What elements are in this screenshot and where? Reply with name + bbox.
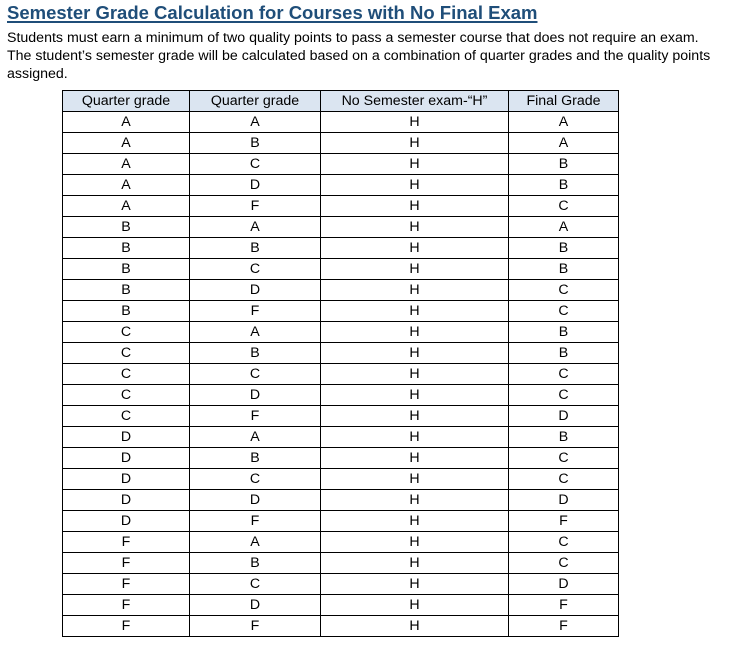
cell-quarter-grade-2: B <box>190 238 321 259</box>
cell-final-grade: A <box>509 133 619 154</box>
cell-semester-exam: H <box>321 301 509 322</box>
cell-semester-exam: H <box>321 427 509 448</box>
table-header-row <box>63 91 619 112</box>
cell-final-grade: C <box>509 469 619 490</box>
cell-final-grade: C <box>509 532 619 553</box>
cell-quarter-grade-2: F <box>190 301 321 322</box>
table-row <box>63 217 619 238</box>
cell-final-grade: C <box>509 553 619 574</box>
page-title: Semester Grade Calculation for Courses with No Final Exam <box>7 2 538 23</box>
cell-quarter-grade-1: C <box>63 385 190 406</box>
cell-quarter-grade-2: C <box>190 259 321 280</box>
cell-quarter-grade-2: F <box>190 511 321 532</box>
cell-quarter-grade-2: B <box>190 133 321 154</box>
table-row <box>63 259 619 280</box>
cell-semester-exam: H <box>321 511 509 532</box>
cell-quarter-grade-1: A <box>63 196 190 217</box>
cell-quarter-grade-2: F <box>190 616 321 637</box>
cell-quarter-grade-1: D <box>63 490 190 511</box>
cell-quarter-grade-1: A <box>63 112 190 133</box>
cell-quarter-grade-1: F <box>63 553 190 574</box>
header-no-semester-exam: No Semester exam-“H” <box>321 91 509 112</box>
cell-semester-exam: H <box>321 175 509 196</box>
intro-paragraph: Students must earn a minimum of two quality points to pass a semester course that does not require an exam. The student’s semester grade will be calculated based on a combination of quarter grades and the quality points assigned. <box>7 30 711 82</box>
table-row <box>63 595 619 616</box>
cell-quarter-grade-1: B <box>63 259 190 280</box>
cell-semester-exam: H <box>321 238 509 259</box>
table-row <box>63 154 619 175</box>
table-row <box>63 574 619 595</box>
cell-quarter-grade-1: F <box>63 574 190 595</box>
cell-quarter-grade-2: D <box>190 175 321 196</box>
cell-quarter-grade-2: C <box>190 574 321 595</box>
cell-final-grade: F <box>509 616 619 637</box>
table-row <box>63 364 619 385</box>
cell-final-grade: D <box>509 490 619 511</box>
cell-quarter-grade-1: D <box>63 511 190 532</box>
cell-final-grade: B <box>509 259 619 280</box>
table-body <box>63 112 619 637</box>
cell-semester-exam: H <box>321 469 509 490</box>
cell-semester-exam: H <box>321 448 509 469</box>
table-row <box>63 238 619 259</box>
cell-quarter-grade-1: C <box>63 364 190 385</box>
cell-semester-exam: H <box>321 322 509 343</box>
table-row <box>63 385 619 406</box>
cell-quarter-grade-1: F <box>63 595 190 616</box>
cell-quarter-grade-2: C <box>190 154 321 175</box>
cell-final-grade: A <box>509 217 619 238</box>
header-quarter-grade-1: Quarter grade <box>63 91 190 112</box>
cell-quarter-grade-2: F <box>190 406 321 427</box>
cell-quarter-grade-2: D <box>190 490 321 511</box>
cell-semester-exam: H <box>321 574 509 595</box>
table-row <box>63 469 619 490</box>
table-row <box>63 406 619 427</box>
table-row <box>63 343 619 364</box>
table-row <box>63 301 619 322</box>
cell-semester-exam: H <box>321 364 509 385</box>
cell-quarter-grade-2: A <box>190 427 321 448</box>
cell-final-grade: C <box>509 448 619 469</box>
cell-final-grade: F <box>509 511 619 532</box>
table-row <box>63 196 619 217</box>
cell-final-grade: B <box>509 154 619 175</box>
cell-quarter-grade-1: B <box>63 217 190 238</box>
table-row <box>63 280 619 301</box>
cell-quarter-grade-1: B <box>63 238 190 259</box>
header-final-grade: Final Grade <box>509 91 619 112</box>
cell-quarter-grade-2: B <box>190 553 321 574</box>
cell-final-grade: B <box>509 427 619 448</box>
cell-final-grade: B <box>509 343 619 364</box>
cell-quarter-grade-1: D <box>63 469 190 490</box>
cell-quarter-grade-1: B <box>63 280 190 301</box>
cell-quarter-grade-1: D <box>63 427 190 448</box>
cell-quarter-grade-1: D <box>63 448 190 469</box>
cell-final-grade: C <box>509 385 619 406</box>
table-row <box>63 490 619 511</box>
cell-final-grade: C <box>509 196 619 217</box>
cell-final-grade: B <box>509 238 619 259</box>
cell-quarter-grade-2: A <box>190 217 321 238</box>
header-quarter-grade-2: Quarter grade <box>190 91 321 112</box>
cell-final-grade: C <box>509 280 619 301</box>
cell-quarter-grade-2: D <box>190 385 321 406</box>
table-row <box>63 553 619 574</box>
cell-semester-exam: H <box>321 553 509 574</box>
cell-semester-exam: H <box>321 532 509 553</box>
cell-quarter-grade-2: F <box>190 196 321 217</box>
cell-final-grade: C <box>509 301 619 322</box>
cell-quarter-grade-2: D <box>190 280 321 301</box>
cell-quarter-grade-2: B <box>190 343 321 364</box>
cell-quarter-grade-2: D <box>190 595 321 616</box>
grade-table <box>62 90 619 637</box>
cell-semester-exam: H <box>321 154 509 175</box>
table-row <box>63 322 619 343</box>
cell-semester-exam: H <box>321 490 509 511</box>
cell-quarter-grade-2: C <box>190 364 321 385</box>
cell-quarter-grade-1: C <box>63 343 190 364</box>
cell-quarter-grade-1: A <box>63 175 190 196</box>
table-row <box>63 532 619 553</box>
cell-final-grade: C <box>509 364 619 385</box>
table-row <box>63 112 619 133</box>
cell-semester-exam: H <box>321 595 509 616</box>
cell-final-grade: A <box>509 112 619 133</box>
cell-semester-exam: H <box>321 259 509 280</box>
cell-semester-exam: H <box>321 112 509 133</box>
cell-quarter-grade-1: F <box>63 532 190 553</box>
table-row <box>63 133 619 154</box>
table-row <box>63 427 619 448</box>
cell-quarter-grade-2: C <box>190 469 321 490</box>
cell-semester-exam: H <box>321 406 509 427</box>
cell-quarter-grade-1: C <box>63 406 190 427</box>
cell-quarter-grade-1: F <box>63 616 190 637</box>
cell-quarter-grade-1: B <box>63 301 190 322</box>
cell-final-grade: B <box>509 322 619 343</box>
cell-quarter-grade-2: A <box>190 532 321 553</box>
cell-final-grade: D <box>509 574 619 595</box>
table-row <box>63 175 619 196</box>
table-row <box>63 448 619 469</box>
cell-quarter-grade-1: A <box>63 154 190 175</box>
cell-quarter-grade-2: A <box>190 322 321 343</box>
cell-semester-exam: H <box>321 133 509 154</box>
cell-semester-exam: H <box>321 196 509 217</box>
cell-quarter-grade-2: B <box>190 448 321 469</box>
cell-semester-exam: H <box>321 385 509 406</box>
cell-final-grade: D <box>509 406 619 427</box>
cell-quarter-grade-1: C <box>63 322 190 343</box>
cell-semester-exam: H <box>321 343 509 364</box>
cell-final-grade: B <box>509 175 619 196</box>
cell-quarter-grade-1: A <box>63 133 190 154</box>
cell-final-grade: F <box>509 595 619 616</box>
cell-semester-exam: H <box>321 616 509 637</box>
table-row <box>63 511 619 532</box>
cell-semester-exam: H <box>321 280 509 301</box>
cell-quarter-grade-2: A <box>190 112 321 133</box>
cell-semester-exam: H <box>321 217 509 238</box>
table-row <box>63 616 619 637</box>
